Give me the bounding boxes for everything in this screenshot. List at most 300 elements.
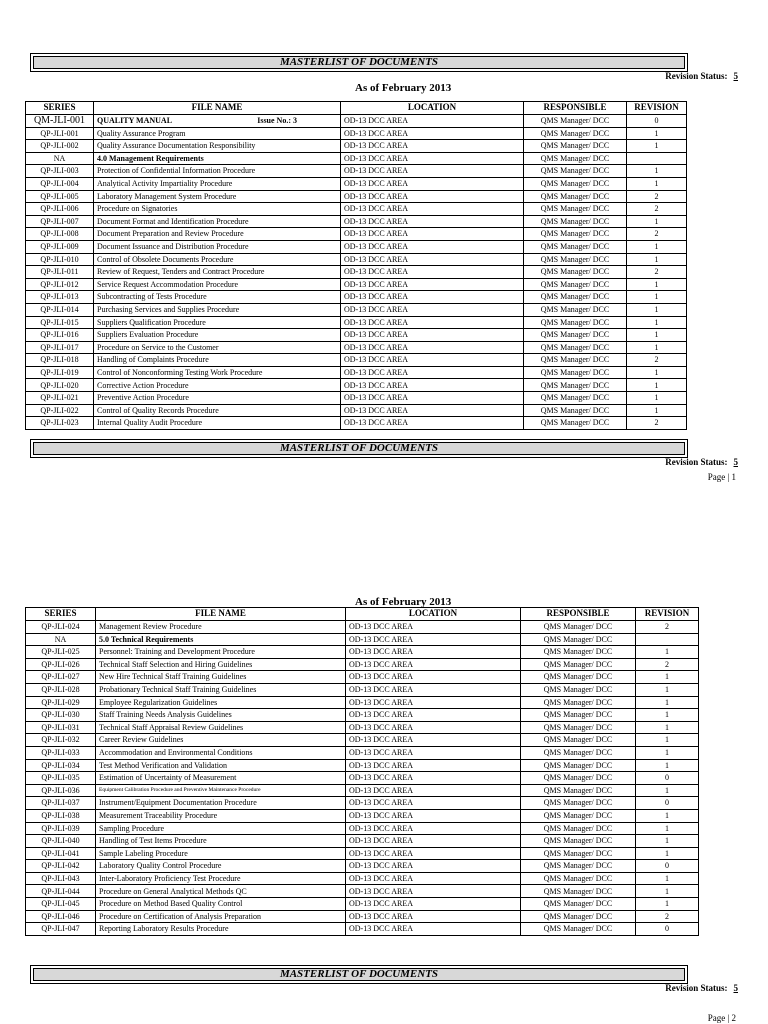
series-cell: QP-JLI-003: [26, 165, 94, 178]
series-cell: QP-JLI-023: [26, 417, 94, 430]
table-row: [26, 366, 687, 379]
revision-cell: 1: [636, 835, 699, 848]
col-revision-header: REVISION: [627, 102, 687, 115]
table-row: [26, 872, 699, 885]
location-cell: OD-13 DCC AREA: [341, 228, 524, 241]
responsible-cell: QMS Manager/ DCC: [521, 621, 636, 634]
file-name-text: Personnel: Training and Development Procedure: [99, 647, 255, 657]
table-row: [26, 291, 687, 304]
file-name-cell: [96, 734, 346, 747]
file-name-text: Test Method Verification and Validation: [99, 760, 228, 770]
responsible-cell: QMS Manager/ DCC: [524, 392, 627, 405]
file-name-cell: [94, 115, 341, 128]
series-cell: QP-JLI-013: [26, 291, 94, 304]
series-cell: QP-JLI-042: [26, 860, 96, 873]
series-cell: NA: [26, 633, 96, 646]
file-name-text: Procedure on Service to the Customer: [97, 342, 219, 352]
table-row: [26, 835, 699, 848]
revision-cell: 1: [627, 278, 687, 291]
col-file-name-header: FILE NAME: [96, 608, 346, 621]
series-cell: QP-JLI-021: [26, 392, 94, 405]
location-cell: OD-13 DCC AREA: [341, 291, 524, 304]
revision-cell: [627, 152, 687, 165]
file-name-text: Document Format and Identification Procedure: [97, 216, 249, 226]
responsible-cell: QMS Manager/ DCC: [524, 127, 627, 140]
revision-cell: 0: [627, 115, 687, 128]
file-name-cell: [96, 746, 346, 759]
revision-cell: 1: [636, 721, 699, 734]
revision-cell: [636, 633, 699, 646]
revision-cell: 0: [636, 772, 699, 785]
series-cell: QP-JLI-017: [26, 341, 94, 354]
location-cell: OD-13 DCC AREA: [341, 379, 524, 392]
revision-cell: 2: [627, 354, 687, 367]
location-cell: OD-13 DCC AREA: [346, 822, 521, 835]
revision-cell: 1: [627, 379, 687, 392]
file-name-text: Corrective Action Procedure: [97, 380, 189, 390]
location-cell: OD-13 DCC AREA: [341, 115, 524, 128]
file-name-text: Quality Assurance Program: [97, 128, 186, 138]
series-cell: QP-JLI-016: [26, 329, 94, 342]
location-cell: OD-13 DCC AREA: [346, 671, 521, 684]
responsible-cell: QMS Manager/ DCC: [521, 898, 636, 911]
file-name-cell: [94, 404, 341, 417]
responsible-cell: QMS Manager/ DCC: [521, 746, 636, 759]
series-cell: QP-JLI-014: [26, 303, 94, 316]
revision-cell: 1: [627, 177, 687, 190]
location-cell: OD-13 DCC AREA: [341, 417, 524, 430]
location-cell: OD-13 DCC AREA: [341, 127, 524, 140]
revision-cell: 1: [636, 671, 699, 684]
series-cell: QP-JLI-011: [26, 266, 94, 279]
file-name-text: Handling of Test Items Procedure: [99, 836, 207, 846]
file-name-cell: [94, 366, 341, 379]
file-name-text: Control of Obsolete Documents Procedure: [97, 254, 234, 264]
revision-cell: 1: [636, 784, 699, 797]
file-name-text: Equipment Calibration Procedure and Preventive Maintenance Procedure: [99, 786, 261, 793]
responsible-cell: QMS Manager/ DCC: [521, 696, 636, 709]
file-name-cell: [94, 291, 341, 304]
series-cell: QP-JLI-028: [26, 683, 96, 696]
series-cell: QP-JLI-030: [26, 709, 96, 722]
file-name-text: Probationary Technical Staff Training Guidelines: [99, 685, 257, 695]
location-cell: OD-13 DCC AREA: [341, 266, 524, 279]
file-name-text: Analytical Activity Impartiality Procedure: [97, 179, 233, 189]
series-cell: QP-JLI-010: [26, 253, 94, 266]
responsible-cell: QMS Manager/ DCC: [521, 910, 636, 923]
table-row: [26, 621, 699, 634]
table-row: [26, 797, 699, 810]
col-responsible-header: RESPONSIBLE: [521, 608, 636, 621]
location-cell: OD-13 DCC AREA: [341, 152, 524, 165]
col-file-name-header: FILE NAME: [94, 102, 341, 115]
col-revision-header: REVISION: [636, 608, 699, 621]
series-cell: QM-JLI-001: [26, 115, 94, 128]
responsible-cell: QMS Manager/ DCC: [524, 316, 627, 329]
file-name-text: Document Issuance and Distribution Procedure: [97, 241, 249, 251]
table-row: [26, 885, 699, 898]
responsible-cell: QMS Manager/ DCC: [521, 822, 636, 835]
file-name-cell: [94, 140, 341, 153]
responsible-cell: QMS Manager/ DCC: [524, 329, 627, 342]
col-location-header: LOCATION: [346, 608, 521, 621]
location-cell: OD-13 DCC AREA: [346, 772, 521, 785]
series-cell: QP-JLI-043: [26, 872, 96, 885]
series-cell: QP-JLI-005: [26, 190, 94, 203]
location-cell: OD-13 DCC AREA: [341, 203, 524, 216]
file-name-text: Document Preparation and Review Procedure: [97, 229, 244, 239]
file-name-cell: [96, 696, 346, 709]
revision-cell: 1: [627, 253, 687, 266]
revision-cell: 0: [636, 860, 699, 873]
file-name-text: Sampling Procedure: [99, 823, 165, 833]
responsible-cell: QMS Manager/ DCC: [521, 835, 636, 848]
file-name-cell: [94, 266, 341, 279]
revision-cell: 1: [636, 696, 699, 709]
masterlist-banner-footer1: MASTERLIST OF DOCUMENTS: [30, 439, 688, 458]
responsible-cell: QMS Manager/ DCC: [521, 721, 636, 734]
file-name-cell: [94, 190, 341, 203]
as-of-date-page1: As of February 2013: [355, 82, 452, 94]
revision-cell: 2: [627, 203, 687, 216]
location-cell: OD-13 DCC AREA: [346, 683, 521, 696]
table-row: [26, 822, 699, 835]
series-cell: QP-JLI-012: [26, 278, 94, 291]
file-name-text: Estimation of Uncertainty of Measurement: [99, 773, 237, 783]
responsible-cell: QMS Manager/ DCC: [524, 354, 627, 367]
series-cell: QP-JLI-022: [26, 404, 94, 417]
revision-cell: 0: [636, 797, 699, 810]
revision-cell: 1: [627, 291, 687, 304]
file-name-cell: [94, 341, 341, 354]
file-name-cell: [96, 759, 346, 772]
responsible-cell: QMS Manager/ DCC: [524, 177, 627, 190]
responsible-cell: QMS Manager/ DCC: [521, 872, 636, 885]
location-cell: OD-13 DCC AREA: [341, 341, 524, 354]
file-name-text: Suppliers Evaluation Procedure: [97, 330, 199, 340]
file-name-cell: [94, 152, 341, 165]
series-cell: QP-JLI-018: [26, 354, 94, 367]
location-cell: OD-13 DCC AREA: [341, 190, 524, 203]
responsible-cell: QMS Manager/ DCC: [524, 165, 627, 178]
location-cell: OD-13 DCC AREA: [346, 910, 521, 923]
responsible-cell: QMS Manager/ DCC: [521, 734, 636, 747]
revision-status-value: 5: [733, 457, 738, 467]
location-cell: OD-13 DCC AREA: [346, 797, 521, 810]
masterlist-banner-top: MASTERLIST OF DOCUMENTS: [30, 53, 688, 72]
series-cell: QP-JLI-040: [26, 835, 96, 848]
location-cell: OD-13 DCC AREA: [341, 316, 524, 329]
responsible-cell: QMS Manager/ DCC: [524, 366, 627, 379]
revision-cell: 1: [627, 392, 687, 405]
file-name-text: 4.0 Management Requirements: [97, 153, 204, 163]
file-name-text: Subcontracting of Tests Procedure: [97, 292, 207, 302]
file-name-cell: [94, 417, 341, 430]
responsible-cell: QMS Manager/ DCC: [524, 115, 627, 128]
location-cell: OD-13 DCC AREA: [346, 696, 521, 709]
file-name-cell: [96, 683, 346, 696]
table-row: [26, 721, 699, 734]
series-cell: QP-JLI-041: [26, 847, 96, 860]
file-name-text: Internal Quality Audit Procedure: [97, 418, 203, 428]
table-row: [26, 354, 687, 367]
page-number-1: Page | 1: [707, 472, 736, 482]
location-cell: OD-13 DCC AREA: [346, 746, 521, 759]
series-cell: QP-JLI-046: [26, 910, 96, 923]
location-cell: OD-13 DCC AREA: [341, 165, 524, 178]
table-row: [26, 165, 687, 178]
file-name-text: Control of Nonconforming Testing Work Procedure: [97, 367, 263, 377]
table-row: [26, 115, 687, 128]
revision-cell: 1: [627, 404, 687, 417]
responsible-cell: QMS Manager/ DCC: [521, 809, 636, 822]
revision-status-top: [665, 71, 738, 81]
table-row: [26, 253, 687, 266]
revision-status-label: Revision Status:: [665, 71, 728, 81]
responsible-cell: QMS Manager/ DCC: [524, 266, 627, 279]
series-cell: QP-JLI-031: [26, 721, 96, 734]
series-cell: QP-JLI-032: [26, 734, 96, 747]
file-name-cell: [96, 847, 346, 860]
table-row: [26, 898, 699, 911]
location-cell: OD-13 DCC AREA: [341, 240, 524, 253]
responsible-cell: QMS Manager/ DCC: [521, 772, 636, 785]
file-name-text: Procedure on Signatories: [97, 204, 178, 214]
responsible-cell: QMS Manager/ DCC: [521, 658, 636, 671]
col-location-header: LOCATION: [341, 102, 524, 115]
responsible-cell: QMS Manager/ DCC: [524, 291, 627, 304]
responsible-cell: QMS Manager/ DCC: [521, 860, 636, 873]
table-row: [26, 683, 699, 696]
revision-cell: 1: [636, 683, 699, 696]
responsible-cell: QMS Manager/ DCC: [524, 341, 627, 354]
file-name-text: Laboratory Quality Control Procedure: [99, 861, 222, 871]
file-name-cell: [96, 910, 346, 923]
responsible-cell: QMS Manager/ DCC: [524, 404, 627, 417]
revision-cell: 2: [627, 228, 687, 241]
location-cell: OD-13 DCC AREA: [346, 835, 521, 848]
responsible-cell: QMS Manager/ DCC: [524, 190, 627, 203]
table-row: [26, 759, 699, 772]
revision-cell: 1: [627, 329, 687, 342]
responsible-cell: QMS Manager/ DCC: [524, 215, 627, 228]
location-cell: OD-13 DCC AREA: [341, 404, 524, 417]
revision-cell: 2: [627, 417, 687, 430]
revision-status-value: 5: [733, 71, 738, 81]
location-cell: OD-13 DCC AREA: [346, 885, 521, 898]
file-name-cell: [96, 860, 346, 873]
revision-cell: 2: [627, 266, 687, 279]
revision-cell: 1: [627, 127, 687, 140]
table-row: [26, 266, 687, 279]
table-header-row: [26, 608, 699, 621]
series-cell: QP-JLI-025: [26, 646, 96, 659]
series-cell: QP-JLI-033: [26, 746, 96, 759]
location-cell: OD-13 DCC AREA: [341, 177, 524, 190]
revision-cell: 1: [636, 759, 699, 772]
table-row: [26, 671, 699, 684]
responsible-cell: QMS Manager/ DCC: [524, 140, 627, 153]
table-row: [26, 746, 699, 759]
location-cell: OD-13 DCC AREA: [341, 215, 524, 228]
table-row: [26, 923, 699, 936]
location-cell: OD-13 DCC AREA: [341, 253, 524, 266]
location-cell: OD-13 DCC AREA: [346, 734, 521, 747]
table-row: [26, 772, 699, 785]
location-cell: OD-13 DCC AREA: [341, 303, 524, 316]
location-cell: OD-13 DCC AREA: [346, 721, 521, 734]
revision-status-label: Revision Status:: [665, 983, 728, 993]
file-name-text: Reporting Laboratory Results Procedure: [99, 924, 229, 934]
file-name-cell: [96, 835, 346, 848]
table-row: [26, 910, 699, 923]
file-name-cell: [94, 392, 341, 405]
table-row: [26, 696, 699, 709]
table-row: [26, 646, 699, 659]
file-name-cell: [96, 809, 346, 822]
series-cell: QP-JLI-039: [26, 822, 96, 835]
location-cell: OD-13 DCC AREA: [341, 278, 524, 291]
revision-cell: 1: [636, 898, 699, 911]
file-name-cell: [96, 885, 346, 898]
revision-status-value: 5: [733, 983, 738, 993]
series-cell: QP-JLI-047: [26, 923, 96, 936]
file-name-text: Review of Request, Tenders and Contract Procedure: [97, 267, 265, 277]
file-name-text: New Hire Technical Staff Training Guidelines: [99, 672, 247, 682]
revision-cell: 1: [636, 746, 699, 759]
table-row: [26, 379, 687, 392]
file-name-cell: [96, 709, 346, 722]
table-row: [26, 203, 687, 216]
table-row: [26, 341, 687, 354]
location-cell: OD-13 DCC AREA: [346, 621, 521, 634]
revision-cell: 1: [636, 847, 699, 860]
table-row: [26, 784, 699, 797]
location-cell: OD-13 DCC AREA: [346, 784, 521, 797]
file-name-text: Preventive Action Procedure: [97, 393, 189, 403]
table-row: [26, 152, 687, 165]
file-name-text: Service Request Accommodation Procedure: [97, 279, 239, 289]
series-cell: QP-JLI-034: [26, 759, 96, 772]
file-name-text: Suppliers Qualification Procedure: [97, 317, 206, 327]
table-row: [26, 215, 687, 228]
series-cell: QP-JLI-020: [26, 379, 94, 392]
table-row: [26, 140, 687, 153]
series-cell: QP-JLI-006: [26, 203, 94, 216]
table-row: [26, 404, 687, 417]
file-name-cell: [96, 633, 346, 646]
revision-cell: 1: [636, 709, 699, 722]
file-name-cell: [96, 621, 346, 634]
revision-cell: 1: [627, 366, 687, 379]
location-cell: OD-13 DCC AREA: [346, 872, 521, 885]
responsible-cell: QMS Manager/ DCC: [521, 646, 636, 659]
series-cell: QP-JLI-038: [26, 809, 96, 822]
table-row: [26, 278, 687, 291]
document-table-page2: [25, 607, 699, 936]
table-row: [26, 127, 687, 140]
revision-cell: 1: [636, 872, 699, 885]
file-name-text: Laboratory Management System Procedure: [97, 191, 237, 201]
series-cell: QP-JLI-004: [26, 177, 94, 190]
location-cell: OD-13 DCC AREA: [346, 658, 521, 671]
revision-cell: 1: [627, 316, 687, 329]
responsible-cell: QMS Manager/ DCC: [524, 379, 627, 392]
file-name-cell: [96, 898, 346, 911]
file-name-cell: [96, 646, 346, 659]
col-responsible-header: RESPONSIBLE: [524, 102, 627, 115]
series-cell: QP-JLI-007: [26, 215, 94, 228]
responsible-cell: QMS Manager/ DCC: [524, 417, 627, 430]
responsible-cell: QMS Manager/ DCC: [521, 683, 636, 696]
series-cell: QP-JLI-009: [26, 240, 94, 253]
revision-status-label: Revision Status:: [665, 457, 728, 467]
location-cell: OD-13 DCC AREA: [346, 709, 521, 722]
file-name-text: Accommodation and Environmental Conditions: [99, 747, 253, 757]
file-name-cell: [94, 278, 341, 291]
series-cell: QP-JLI-037: [26, 797, 96, 810]
masterlist-banner-footer2: MASTERLIST OF DOCUMENTS: [30, 965, 688, 984]
file-name-text: QUALITY MANUAL: [97, 116, 173, 126]
table-row: [26, 303, 687, 316]
table-header-row: [26, 102, 687, 115]
file-name-cell: [96, 784, 346, 797]
series-cell: QP-JLI-019: [26, 366, 94, 379]
location-cell: OD-13 DCC AREA: [346, 847, 521, 860]
location-cell: OD-13 DCC AREA: [346, 860, 521, 873]
file-name-cell: [94, 379, 341, 392]
table-row: [26, 709, 699, 722]
location-cell: OD-13 DCC AREA: [341, 140, 524, 153]
series-cell: NA: [26, 152, 94, 165]
file-name-cell: [94, 127, 341, 140]
revision-cell: 1: [636, 646, 699, 659]
revision-cell: 2: [636, 910, 699, 923]
as-of-date-page2: As of February 2013: [355, 596, 452, 608]
location-cell: OD-13 DCC AREA: [341, 392, 524, 405]
file-name-text: Procedure on General Analytical Methods QC: [99, 886, 247, 896]
issue-number: Issue No.: 3: [257, 116, 297, 126]
revision-cell: 1: [627, 341, 687, 354]
responsible-cell: QMS Manager/ DCC: [521, 759, 636, 772]
revision-cell: 0: [636, 923, 699, 936]
file-name-text: Employee Regularization Guidelines: [99, 697, 218, 707]
file-name-text: Procedure on Certification of Analysis Preparation: [99, 911, 261, 921]
revision-cell: 1: [636, 734, 699, 747]
revision-cell: 1: [627, 303, 687, 316]
location-cell: OD-13 DCC AREA: [346, 898, 521, 911]
responsible-cell: QMS Manager/ DCC: [524, 228, 627, 241]
responsible-cell: QMS Manager/ DCC: [521, 784, 636, 797]
location-cell: OD-13 DCC AREA: [341, 366, 524, 379]
revision-cell: 1: [627, 140, 687, 153]
table-row: [26, 847, 699, 860]
series-cell: QP-JLI-024: [26, 621, 96, 634]
document-table-page1: [25, 101, 687, 430]
location-cell: OD-13 DCC AREA: [346, 633, 521, 646]
series-cell: QP-JLI-026: [26, 658, 96, 671]
file-name-cell: [94, 228, 341, 241]
revision-cell: 1: [636, 885, 699, 898]
responsible-cell: QMS Manager/ DCC: [521, 671, 636, 684]
revision-cell: 1: [627, 215, 687, 228]
file-name-text: Inter-Laboratory Proficiency Test Procedure: [99, 873, 241, 883]
series-cell: QP-JLI-002: [26, 140, 94, 153]
table-row: [26, 860, 699, 873]
revision-cell: 2: [627, 190, 687, 203]
series-cell: QP-JLI-001: [26, 127, 94, 140]
table-row: [26, 633, 699, 646]
